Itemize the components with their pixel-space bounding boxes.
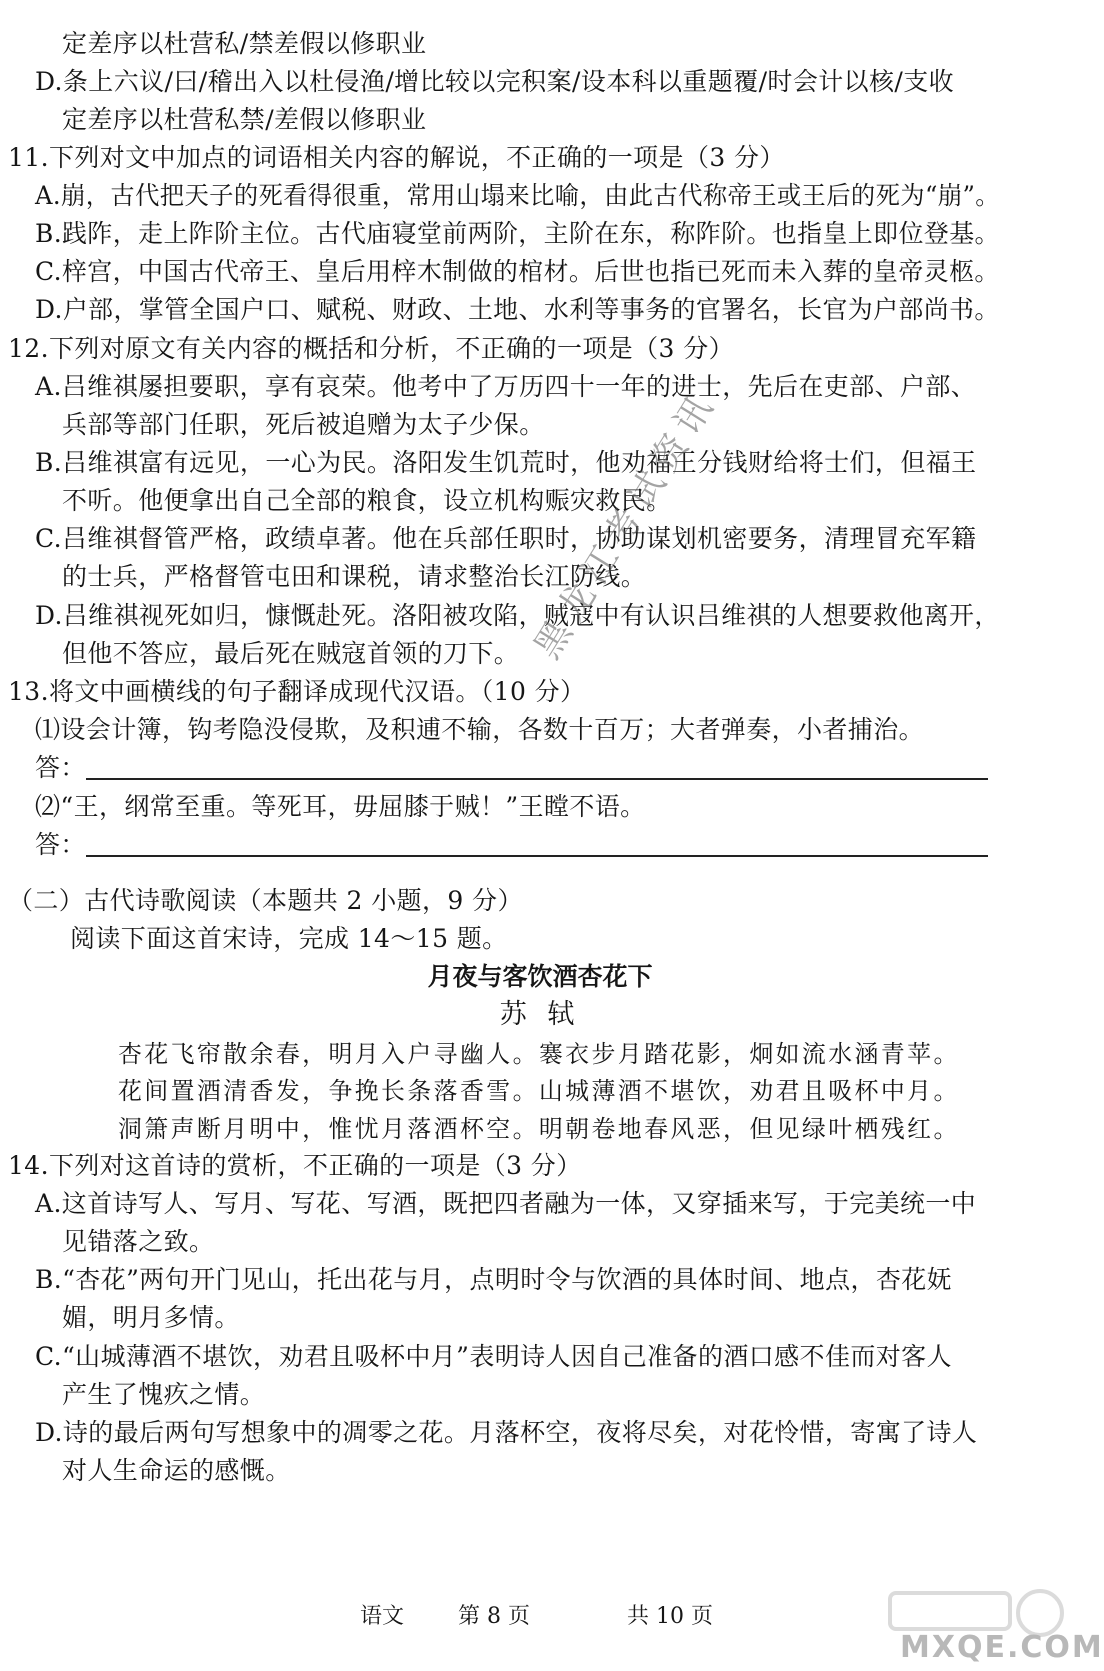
text-line: ⑴设会计簿，钩考隐没侵欺，及积逋不输，各数十百万；大者弹奏，小者捕治。: [35, 715, 925, 744]
text-line: 定差序以杜营私禁/差假以修职业: [62, 105, 427, 134]
text-line: A.吕维祺屡担要职，享有哀荣。他考中了万历四十一年的进士，先后在吏部、户部、: [35, 372, 977, 401]
text-line: D.户部，掌管全国户口、赋税、财政、土地、水利等事务的官署名，长官为户部尚书。: [35, 295, 1000, 324]
text-line: 11.下列对文中加点的词语相关内容的解说，不正确的一项是（3 分）: [8, 143, 785, 172]
answer-line-1: [86, 778, 988, 780]
poem-title: 月夜与客饮酒杏花下: [427, 962, 653, 991]
footer-page-number: 第 8 页: [458, 1604, 530, 1629]
text-line: 13.将文中画横线的句子翻译成现代汉语。（10 分）: [8, 677, 586, 706]
text-line: （二）古代诗歌阅读（本题共 2 小题，9 分）: [8, 886, 523, 915]
watermark: 黑龙江考试资讯: [526, 383, 725, 666]
text-line: C.吕维祺督管严格，政绩卓著。他在兵部任职时，协助谋划机密要务，清理冒充军籍: [35, 524, 977, 553]
poem-line: 洞箫声断月明中，惟忧月落酒杯空。明朝卷地春风恶，但见绿叶栖残红。: [118, 1115, 960, 1143]
text-line: B.践阼，走上阼阶主位。古代庙寝堂前两阶，主阶在东，称阼阶。也指皇上即位登基。: [35, 219, 1000, 248]
footer-total-pages: 共 10 页: [627, 1604, 713, 1629]
text-line: A.崩，古代把天子的死看得很重，常用山塌来比喻，由此古代称帝王或王后的死为“崩”。: [35, 181, 1000, 210]
logo-text: MXQE.COM: [900, 1630, 1104, 1665]
poem-line: 杏花飞帘散余春，明月入户寻幽人。褰衣步月踏花影，炯如流水涵青苹。: [118, 1040, 960, 1068]
text-line: 14.下列对这首诗的赏析，不正确的一项是（3 分）: [8, 1151, 582, 1180]
text-line: 对人生命运的感慨。: [62, 1456, 291, 1485]
footer-subject: 语文: [360, 1604, 405, 1629]
poem-line: 花间置酒清香发，争挽长条落香雪。山城薄酒不堪饮，劝君且吸杯中月。: [118, 1077, 960, 1105]
text-line: 12.下列对原文有关内容的概括和分析，不正确的一项是（3 分）: [8, 334, 735, 363]
text-line: ⑵“王，纲常至重。等死耳，毋屈膝于贼！”王瞠不语。: [35, 792, 646, 821]
text-line: A.这首诗写人、写月、写花、写酒，既把四者融为一体，又穿插来写，于完美统一中: [35, 1189, 977, 1218]
text-line: 见错落之致。: [62, 1227, 215, 1256]
text-line: 但他不答应，最后死在贼寇首领的刀下。: [62, 639, 520, 668]
text-line: D.条上六议/曰/稽出入以杜侵渔/增比较以完积案/设本科以重题覆/时会计以核/支收: [35, 67, 955, 96]
text-line: 兵部等部门任职，死后被追赠为太子少保。: [62, 410, 545, 439]
text-line: 产生了愧疚之情。: [62, 1380, 266, 1409]
poem-author: 苏 轼: [499, 999, 581, 1030]
text-line: C.“山城薄酒不堪饮，劝君且吸杯中月”表明诗人因自己准备的酒口感不佳而对客人: [35, 1342, 952, 1371]
text-line: 答：: [35, 753, 86, 782]
text-line: B.“杏花”两句开门见山，托出花与月，点明时令与饮酒的具体时间、地点，杏花妩: [35, 1265, 953, 1294]
text-line: C.梓宫，中国古代帝王、皇后用梓木制做的棺材。后世也指已死而未入葬的皇帝灵柩。: [35, 257, 1000, 286]
text-line: 阅读下面这首宋诗，完成 14～15 题。: [70, 924, 508, 953]
text-line: D.吕维祺视死如归，慷慨赴死。洛阳被攻陷，贼寇中有认识吕维祺的人想要救他离开，: [35, 601, 1000, 630]
text-line: B.吕维祺富有远见，一心为民。洛阳发生饥荒时，他劝福王分钱财给将士们，但福王: [35, 448, 977, 477]
text-line: 答：: [35, 830, 86, 859]
text-line: 媚，明月多情。: [62, 1303, 240, 1332]
text-line: 的士兵，严格督管屯田和课税，请求整治长江防线。: [62, 562, 647, 591]
text-line: D.诗的最后两句写想象中的凋零之花。月落杯空，夜将尽矣，对花怜惜，寄寓了诗人: [35, 1418, 978, 1447]
answer-line-2: [86, 855, 988, 857]
text-line: 不听。他便拿出自己全部的粮食，设立机构赈灾救民。: [62, 486, 672, 515]
text-line: 定差序以杜营私/禁差假以修职业: [62, 29, 427, 58]
